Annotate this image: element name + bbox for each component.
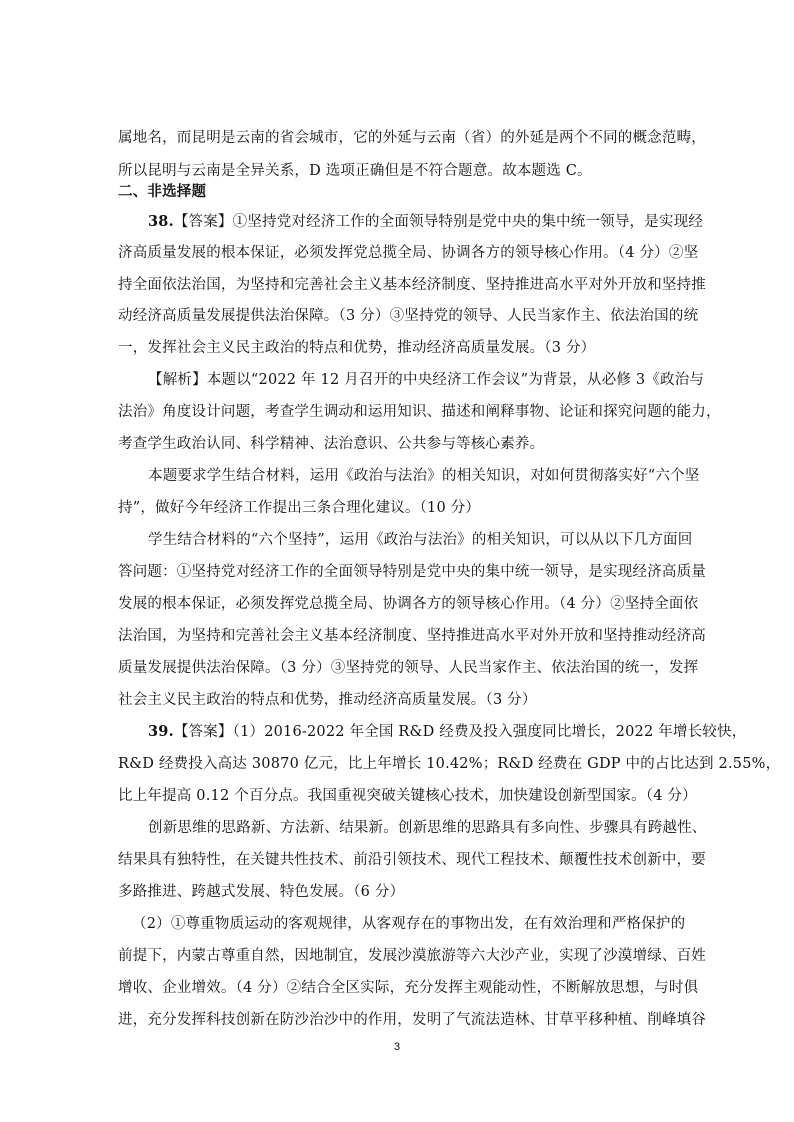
text-line: 动经济高质量发展提供法治保障。（3 分）③坚持党的领导、人民当家作主、依法治国的统 <box>118 308 699 324</box>
text-line: 持”，做好今年经济工作提出三条合理化建议。（10 分） <box>118 500 481 516</box>
text-line: 创新思维的思路新、方法新、结果新。创新思维的思路具有多向性、步骤具有跨越性、 <box>148 820 707 836</box>
text-line: 比上年提高 0.12 个百分点。我国重视突破关键核心技术，加快建设创新型国家。（4 分） <box>118 788 697 804</box>
text-line: 【解析】本题以“2022 年 12 月召开的中央经济工作会议”为背景，从必修 3《政治与 <box>148 372 705 388</box>
text-line: 答问题：①坚持党对经济工作的全面领导特别是党中央的集中统一领导，是实现经济高质量 <box>118 564 706 580</box>
text-line: 质量发展提供法治保障。（3 分）③坚持党的领导、人民当家作主、依法治国的统一，发挥 <box>118 660 699 676</box>
text-line: 属地名，而昆明是云南的省会城市，它的外延与云南（省）的外延是两个不同的概念范畴， <box>118 130 706 146</box>
text-line: 【答案】（1）2016-2022 年全国 R&D 经费及投入强度同比增长，2022 年增长较快， <box>173 724 747 740</box>
section-heading: 二、非选择题 <box>118 184 207 200</box>
text-line: （2）①尊重物质运动的客观规律，从客观存在的事物出发，在有效治理和严格保护的 <box>132 916 686 932</box>
text-line: R&D 经费投入高达 30870 亿元，比上年增长 10.42%；R&D 经费在 GDP 中的占比达到 2.55%， <box>118 756 781 772</box>
text-line: 一，发挥社会主义民主政治的特点和优势，推动经济高质量发展。（3 分） <box>118 340 596 356</box>
answer-39-line <box>148 722 747 742</box>
text-line: 【答案】①坚持党对经济工作的全面领导特别是党中央的集中统一领导，是实现经 <box>173 214 704 230</box>
text-line: 前提下，内蒙古尊重自然，因地制宜，发展沙漠旅游等六大沙产业，实现了沙漠增绿、百姓 <box>118 948 706 964</box>
text-line: 增收、企业增效。（4 分）②结合全区实际，充分发挥主观能动性，不断解放思想，与时俱 <box>118 980 699 996</box>
text-line: 考查学生政治认同、科学精神、法治意识、公共参与等核心素养。 <box>118 436 545 452</box>
answer-38-line <box>148 212 708 232</box>
text-line: 社会主义民主政治的特点和优势，推动经济高质量发展。（3 分） <box>118 692 537 708</box>
text-line: 学生结合材料的“六个坚持”，运用《政治与法治》的相关知识，可以从以下几方面回 <box>148 532 693 548</box>
text-line: 法治国，为坚持和完善社会主义基本经济制度、坚持推进高水平对外开放和坚持推动经济高 <box>118 628 706 644</box>
question-number: 38. <box>148 213 174 230</box>
text-line: 济高质量发展的根本保证，必须发挥党总揽全局、协调各方的领导核心作用。（4 分）②坚 <box>118 245 699 261</box>
page-number: 3 <box>393 1041 401 1053</box>
text-line: 发展的根本保证，必须发挥党总揽全局、协调各方的领导核心作用。（4 分）②坚持全面依 <box>118 596 699 612</box>
text-line: 进，充分发挥科技创新在防沙治沙中的作用，发明了气流法造林、甘草平移种植、削峰填谷 <box>118 1012 706 1028</box>
text-line: 法治》角度设计问题，考查学生调动和运用知识、描述和阐释事物、论证和探究问题的能力， <box>118 404 721 420</box>
text-line: 结果具有独特性，在关键共性技术、前沿引领技术、现代工程技术、颠覆性技术创新中，要 <box>118 852 706 868</box>
text-line: 本题要求学生结合材料，运用《政治与法治》的相关知识，对如何贯彻落实好“六个坚 <box>148 468 700 484</box>
text-line: 多路推进、跨越式发展、特色发展。（6 分） <box>118 884 405 900</box>
text-line: 所以昆明与云南是全异关系，D 选项正确但是不符合题意。故本题选 C。 <box>118 163 592 179</box>
text-line: 持全面依法治国，为坚持和完善社会主义基本经济制度、坚持推进高水平对外开放和坚持推 <box>118 277 706 293</box>
question-number: 39. <box>148 723 174 740</box>
